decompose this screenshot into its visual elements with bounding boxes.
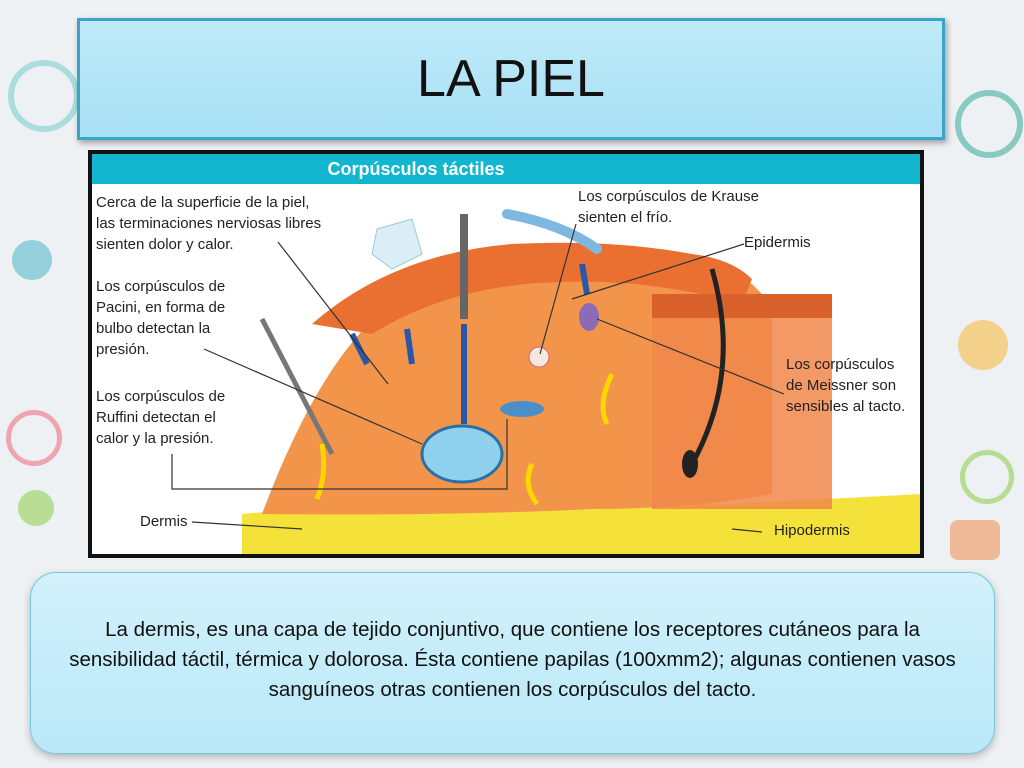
infinity-icon	[960, 450, 1014, 504]
label-krause	[578, 186, 759, 228]
label-meissner	[786, 354, 905, 417]
label-line: las terminaciones nerviosas libres	[96, 215, 322, 232]
label-line: Pacini, en forma de	[96, 299, 226, 316]
label-line: Los corpúsculos de Krause	[578, 188, 759, 205]
ruffini-corpuscle	[500, 401, 544, 417]
label-line: calor y la presión.	[96, 430, 214, 447]
figure-header	[92, 154, 920, 184]
label-line: sensibles al tacto.	[786, 398, 906, 415]
label-ruffini	[96, 386, 225, 449]
label-line: Los corpúsculos de	[96, 388, 226, 405]
label-line: Cerca de la superficie de la piel,	[96, 194, 310, 211]
slide-title: LA PIEL	[417, 50, 605, 108]
label-line: Los corpúsculos	[786, 356, 895, 373]
skin-diagram-figure	[88, 150, 924, 558]
ice-cube	[372, 219, 422, 269]
krause-corpuscle	[529, 347, 549, 367]
gear-icon	[958, 320, 1008, 370]
pacini-corpuscle	[422, 426, 502, 482]
description-text: La dermis, es una capa de tejido conjuntivo, que contiene los receptores cutáneos para la sensibilidad táctil, térmica y dolorosa. Ésta contiene papilas (100xmm2); algunas contienen vasos sanguíneos otras contienen los corpúsculos del tacto.	[69, 618, 956, 701]
label-line: Los corpúsculos de	[96, 278, 226, 295]
circle-icon	[6, 410, 62, 466]
label-terminaciones-libres	[96, 192, 321, 255]
molecule-icon	[8, 60, 80, 132]
epidermis-block	[652, 294, 832, 318]
description-box	[30, 572, 995, 754]
label-line: de Meissner son	[786, 377, 897, 394]
label-dermis: Dermis	[140, 513, 188, 530]
gear-icon	[12, 240, 52, 280]
label-pacini	[96, 276, 225, 360]
label-line: Ruffini detectan el	[96, 409, 216, 426]
label-epidermis: Epidermis	[744, 234, 811, 251]
atom-icon	[955, 90, 1023, 158]
label-line: bulbo detectan la	[96, 320, 211, 337]
gear-icon	[18, 490, 54, 526]
microscope-icon	[950, 520, 1000, 560]
label-line: presión.	[96, 341, 150, 358]
hair-follicle	[682, 450, 698, 478]
label-hipodermis: Hipodermis	[774, 522, 850, 539]
meissner-corpuscle	[579, 303, 599, 331]
skin-diagram	[92, 154, 920, 554]
label-line: sienten el frío.	[578, 209, 673, 226]
figure-header-text: Corpúsculos táctiles	[327, 158, 505, 179]
label-line: sienten dolor y calor.	[96, 236, 234, 253]
title-box	[77, 18, 945, 140]
